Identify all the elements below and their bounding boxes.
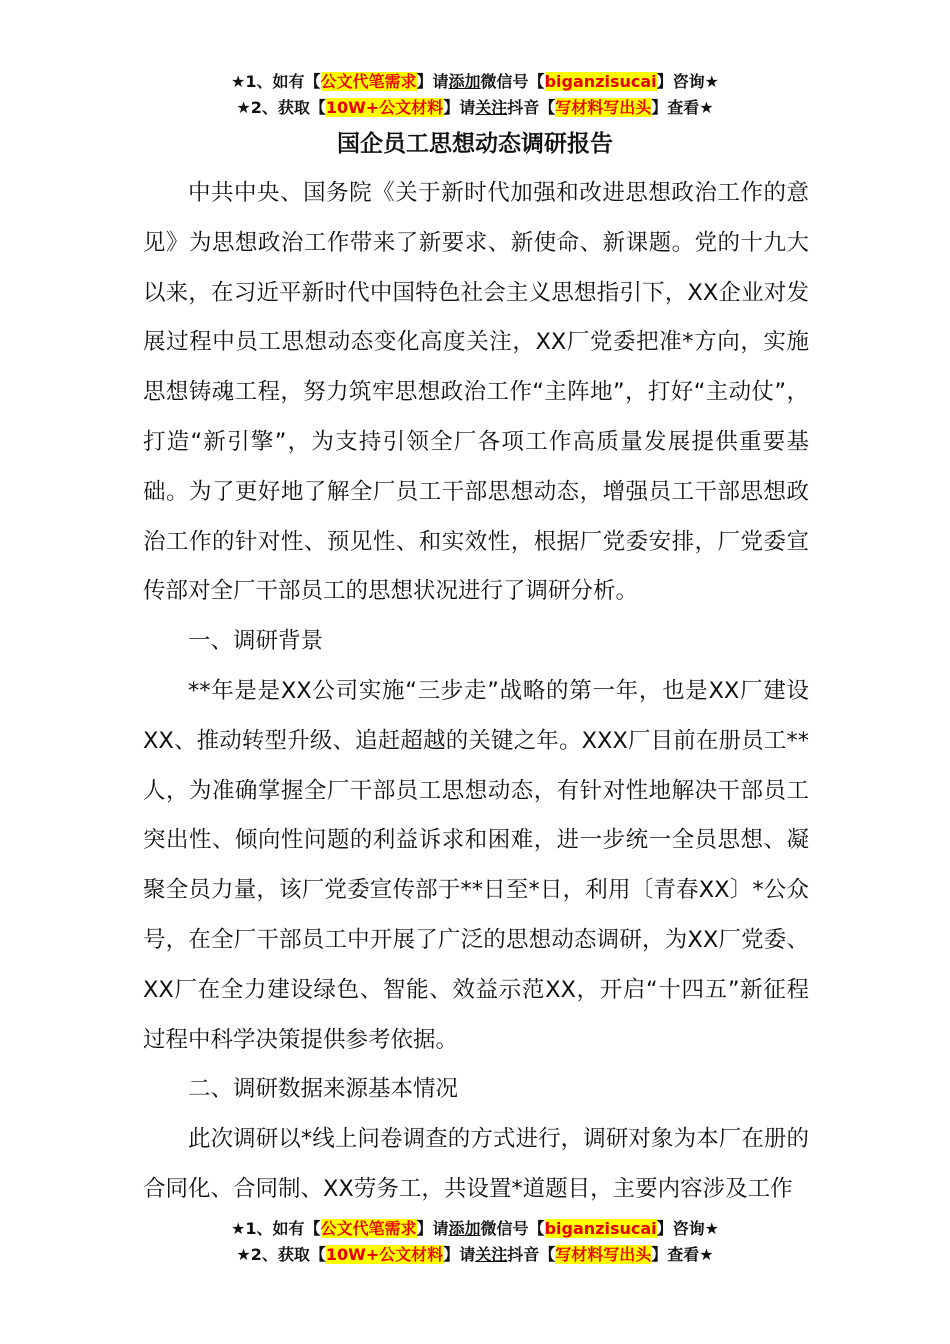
banner-highlight: 10W+公文材料 (325, 1245, 444, 1264)
document-title: 国企员工思想动态调研报告 (337, 131, 613, 157)
banner-line-1 (0, 1216, 950, 1242)
banner-text: ★1、如有【 (231, 1219, 321, 1238)
banner-text: 抖音【 (507, 1245, 556, 1264)
banner-text: 】请 (416, 72, 449, 91)
top-banner (0, 69, 950, 121)
banner-highlight: 公文代笔需求 (320, 72, 417, 91)
banner-text: ★2、获取【 (236, 1245, 326, 1264)
banner-text: 】查看★ (651, 98, 714, 117)
bottom-banner (0, 1216, 950, 1268)
paragraph: **年是是XX公司实施“三步走”战略的第一年，也是XX厂建设XX、推动转型升级、追赶超越的关键之年。XXX厂目前在册员工**人，为准确掌握全厂干部员工思想动态，有针对性地解决干部员工突出性、倾向性问题的利益诉求和困难，进一步统一全员思想、凝聚全员力量，该厂党委宣传部于**日至*日，利用〔青春XX〕*公众号，在全厂干部员工中开展了广泛的思想动态调研，为XX厂党委、XX厂在全力建设绿色、智能、效益示范XX，开启“十四五”新征程过程中科学决策提供参考依据。 (143, 677, 809, 1053)
banner-line-2 (0, 1242, 950, 1268)
banner-emphasis: 关注 (475, 1245, 508, 1264)
section-heading: 二、调研数据来源基本情况 (188, 1076, 459, 1103)
banner-highlight: biganzisucai (544, 1219, 657, 1238)
banner-text: ★2、获取【 (236, 98, 326, 117)
banner-text: 】请 (416, 1219, 449, 1238)
banner-emphasis: 添加 (448, 1219, 481, 1238)
banner-text: 抖音【 (507, 98, 556, 117)
banner-text: ★1、如有【 (231, 72, 321, 91)
banner-line-1 (0, 69, 950, 95)
banner-emphasis: 添加 (448, 72, 481, 91)
banner-text: 】咨询★ (656, 1219, 719, 1238)
banner-emphasis: 关注 (475, 98, 508, 117)
banner-highlight: 公文代笔需求 (320, 1219, 417, 1238)
banner-text: 】查看★ (651, 1245, 714, 1264)
paragraph: 此次调研以*线上问卷调查的方式进行，调研对象为本厂在册的合同化、合同制、XX劳务工，共设置*道题目，主要内容涉及工作 (143, 1126, 809, 1202)
banner-highlight: 写材料写出头 (555, 98, 652, 117)
banner-text: 微信号【 (480, 1219, 545, 1238)
banner-text: 】请 (443, 98, 476, 117)
paragraph: 中共中央、国务院《关于新时代加强和改进思想政治工作的意见》为思想政治工作带来了新要求、新使命、新课题。党的十九大以来，在习近平新时代中国特色社会主义思想指引下，XX企业对发展过程中员工思想动态变化高度关注，XX厂党委把准*方向，实施思想铸魂工程，努力筑牢思想政治工作“主阵地”，打好“主动仗”，打造“新引擎”，为支持引领全厂各项工作高质量发展提供重要基础。为了更好地了解全厂员工干部思想动态，增强员工干部思想政治工作的针对性、预见性、和实效性，根据厂党委安排，厂党委宣传部对全厂干部员工的思想状况进行了调研分析。 (143, 180, 809, 605)
banner-text: 】咨询★ (656, 72, 719, 91)
banner-highlight: biganzisucai (544, 72, 657, 91)
document-body (143, 169, 809, 1215)
banner-highlight: 10W+公文材料 (325, 98, 444, 117)
banner-highlight: 写材料写出头 (555, 1245, 652, 1264)
section-heading: 一、调研背景 (188, 628, 324, 655)
banner-text: 】请 (443, 1245, 476, 1264)
banner-text: 微信号【 (480, 72, 545, 91)
banner-line-2 (0, 95, 950, 121)
